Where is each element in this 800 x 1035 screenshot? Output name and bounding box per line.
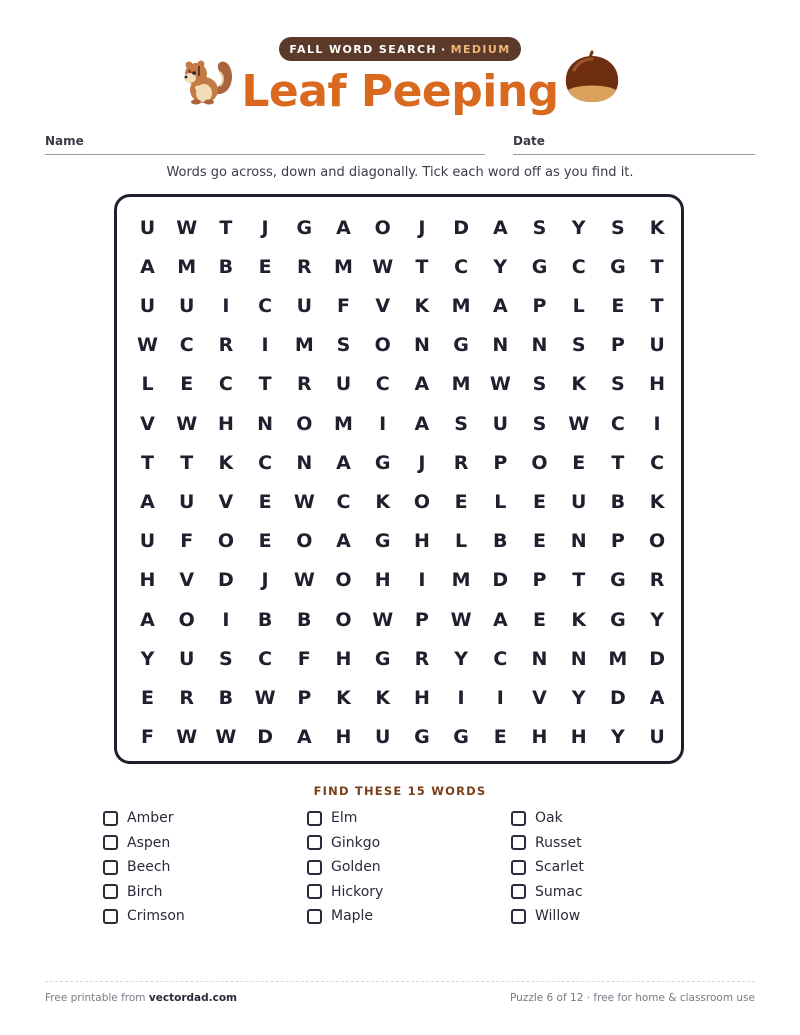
word-checkbox[interactable] (103, 860, 118, 875)
grid-letter[interactable]: A (492, 216, 508, 239)
word-checkbox[interactable] (511, 909, 526, 924)
grid-letter[interactable]: E (180, 373, 194, 396)
grid-letter[interactable]: D (492, 569, 509, 592)
word-label: Sumac (535, 883, 583, 900)
grid-letter[interactable]: I (457, 686, 465, 709)
grid-letter[interactable]: M (334, 255, 353, 278)
grid-letter[interactable]: M (451, 569, 471, 592)
word-label: Amber (127, 810, 174, 827)
grid-letter[interactable]: N (296, 451, 313, 474)
grid-letter[interactable]: O (335, 608, 352, 631)
grid-letter[interactable]: T (258, 373, 272, 396)
grid-letter[interactable]: B (493, 530, 508, 553)
grid-letter[interactable]: A (492, 294, 508, 317)
word-checkbox[interactable] (307, 860, 322, 875)
word-item[interactable] (103, 904, 283, 929)
grid-letter[interactable]: M (177, 255, 197, 278)
grid-letter[interactable]: W (568, 412, 590, 435)
word-label: Oak (535, 810, 563, 827)
word-checkbox[interactable] (103, 811, 118, 826)
grid-letter[interactable]: Y (650, 608, 664, 631)
word-column (307, 806, 487, 929)
word-label: Hickory (331, 883, 384, 900)
grid-letter[interactable]: T (415, 255, 429, 278)
grid-letter[interactable]: O (335, 569, 352, 592)
grid-letter[interactable]: O (296, 412, 313, 435)
grid-letter[interactable]: S (532, 373, 547, 396)
grid-letter[interactable]: Y (454, 647, 468, 670)
grid-letter[interactable]: W (176, 726, 198, 749)
grid-letter[interactable]: U (139, 216, 156, 239)
grid-letter[interactable]: H (649, 373, 666, 396)
grid-letter[interactable]: A (492, 608, 508, 631)
grid-letter[interactable]: V (532, 686, 547, 709)
grid-letter[interactable]: U (649, 334, 665, 357)
category-pill (279, 37, 521, 61)
word-list-title: FIND THESE 15 WORDS (313, 784, 487, 798)
grid-letter[interactable]: A (296, 726, 312, 749)
grid-letter[interactable]: A (414, 412, 430, 435)
footer-credit (45, 992, 237, 1004)
grid-letter[interactable]: V (140, 412, 155, 435)
grid-letter[interactable]: J (418, 451, 426, 474)
grid-letter[interactable]: U (178, 647, 195, 670)
grid-letter[interactable]: P (610, 530, 625, 553)
grid-letter[interactable]: T (180, 451, 194, 474)
grid-letter[interactable]: G (453, 726, 469, 749)
grid-letter[interactable]: M (451, 294, 471, 317)
grid-letter[interactable]: A (336, 530, 351, 553)
grid-letter[interactable]: G (453, 334, 469, 357)
grid-letter[interactable]: I (222, 608, 230, 631)
grid-letter[interactable]: A (414, 373, 430, 396)
grid-letter[interactable]: O (374, 334, 391, 357)
grid-letter[interactable]: G (374, 530, 391, 553)
grid-letter[interactable]: E (258, 490, 272, 513)
grid-letter[interactable]: C (493, 647, 508, 670)
grid-letter[interactable]: K (649, 216, 665, 239)
grid-letter[interactable]: S (571, 334, 586, 357)
grid-letter[interactable]: S (611, 373, 625, 396)
word-column (103, 806, 283, 929)
word-checkbox[interactable] (511, 860, 526, 875)
grid-letter[interactable]: K (571, 608, 587, 631)
grid-letter[interactable]: I (261, 334, 269, 357)
grid-letter[interactable]: L (455, 530, 468, 553)
grid-letter[interactable]: K (649, 490, 665, 513)
grid-letter[interactable]: Y (140, 647, 155, 670)
grid-letter[interactable]: K (218, 451, 234, 474)
word-label: Willow (535, 908, 581, 925)
grid-letter[interactable]: C (610, 412, 625, 435)
grid-letter[interactable]: K (336, 686, 351, 709)
grid-letter[interactable]: W (489, 373, 511, 396)
footer-puzzle-info: Puzzle 6 of 12 · free for home & classroom use (510, 992, 755, 1004)
grid-letter[interactable]: A (649, 686, 665, 709)
grid-letter[interactable]: R (296, 373, 312, 396)
grid-letter[interactable]: T (219, 216, 233, 239)
grid-letter[interactable]: T (650, 294, 664, 317)
header (0, 0, 800, 130)
grid-letter[interactable]: W (293, 490, 315, 513)
grid-letter[interactable]: V (218, 490, 234, 513)
grid-letter[interactable]: C (375, 373, 390, 396)
word-label: Russet (535, 834, 582, 851)
grid-letter[interactable]: N (492, 334, 509, 357)
word-item[interactable] (511, 806, 691, 831)
word-label: Scarlet (535, 859, 584, 876)
word-item[interactable] (307, 855, 487, 880)
grid-letter[interactable]: M (294, 334, 314, 357)
grid-letter[interactable]: Y (611, 726, 625, 749)
grid-letter[interactable]: C (258, 294, 273, 317)
grid-letter[interactable]: V (179, 569, 195, 592)
grid-letter[interactable]: U (335, 373, 352, 396)
grid-letter[interactable]: E (533, 490, 546, 513)
grid-letter[interactable]: E (258, 255, 272, 278)
grid-letter[interactable]: K (375, 686, 391, 709)
grid-letter[interactable]: M (334, 412, 353, 435)
grid-letter[interactable]: A (336, 451, 351, 474)
footer-credit-prefix: Free printable from (45, 992, 146, 1004)
grid-letter[interactable]: E (611, 294, 625, 317)
grid-letter[interactable]: U (649, 726, 665, 749)
letter-grid (114, 194, 684, 764)
grid-letter[interactable]: F (141, 726, 154, 749)
word-label: Crimson (127, 908, 185, 925)
word-list (103, 806, 703, 931)
word-label: Maple (331, 908, 374, 925)
grid-letter[interactable]: W (372, 608, 394, 631)
grid-letter[interactable]: H (374, 569, 391, 592)
grid-letter[interactable]: C (258, 647, 273, 670)
grid-letter[interactable]: J (418, 216, 426, 239)
grid-letter[interactable]: G (414, 726, 430, 749)
grid-letter[interactable]: S (532, 216, 547, 239)
grid-letter[interactable]: O (217, 530, 234, 553)
grid-letter[interactable]: Y (571, 216, 586, 239)
word-label: Beech (127, 859, 171, 876)
grid-letter[interactable]: F (180, 530, 194, 553)
grid-letter[interactable]: E (258, 530, 272, 553)
grid-letter[interactable]: H (217, 412, 234, 435)
grid-letter[interactable]: N (531, 647, 548, 670)
grid-letter[interactable]: J (261, 569, 269, 592)
grid-letter[interactable]: K (414, 294, 430, 317)
grid-letter[interactable]: G (610, 608, 626, 631)
grid-letter[interactable]: U (139, 530, 156, 553)
grid-letter[interactable]: Y (493, 255, 508, 278)
grid-letter[interactable]: N (257, 412, 274, 435)
grid-letter[interactable]: S (532, 412, 547, 435)
word-checkbox[interactable] (307, 884, 322, 899)
grid-letter[interactable]: E (572, 451, 586, 474)
grid-letter[interactable]: D (453, 216, 469, 239)
grid-letter[interactable]: D (610, 686, 626, 709)
grid-letter[interactable]: V (375, 294, 391, 317)
grid-letter[interactable]: E (533, 608, 546, 631)
grid-letter[interactable]: O (296, 530, 313, 553)
grid-letter[interactable]: T (141, 451, 154, 474)
grid-letter[interactable]: F (297, 647, 311, 670)
grid-letter[interactable]: W (137, 334, 158, 357)
grid-letter[interactable]: N (570, 647, 587, 670)
date-label: Date (513, 134, 545, 148)
grid-letter[interactable]: P (493, 451, 508, 474)
word-item[interactable] (511, 904, 691, 929)
footer-site-link[interactable]: vectordad.com (148, 992, 237, 1004)
grid-letter[interactable]: J (261, 216, 269, 239)
grid-letter[interactable]: T (572, 569, 586, 592)
grid-letter[interactable]: R (453, 451, 469, 474)
grid-letter[interactable]: P (414, 608, 429, 631)
grid-letter[interactable]: M (608, 647, 628, 670)
grid-letter[interactable]: G (374, 451, 391, 474)
instructions: Words go across, down and diagonally. Tick each word off as you find it. (166, 165, 634, 180)
grid-letter[interactable]: R (296, 255, 312, 278)
grid-letter[interactable]: I (379, 412, 387, 435)
grid-letter[interactable]: C (218, 373, 233, 396)
grid-letter[interactable]: W (215, 726, 237, 749)
word-item[interactable] (103, 831, 283, 856)
word-checkbox[interactable] (511, 884, 526, 899)
grid-letter[interactable]: O (178, 608, 195, 631)
grid-letter[interactable]: H (335, 647, 352, 670)
grid-letter[interactable]: C (258, 451, 273, 474)
grid-letter[interactable]: O (531, 451, 548, 474)
grid-letter[interactable]: C (571, 255, 586, 278)
footer-divider (45, 981, 755, 982)
word-item[interactable] (307, 806, 487, 831)
word-item[interactable] (511, 880, 691, 905)
grid-letter[interactable]: U (178, 490, 195, 513)
grid-letter[interactable]: U (178, 294, 195, 317)
grid-letter[interactable]: P (610, 334, 625, 357)
grid-letter[interactable]: N (413, 334, 430, 357)
grid-letter[interactable]: A (140, 608, 155, 631)
grid-letter[interactable]: B (610, 490, 626, 513)
grid-letter[interactable]: H (531, 726, 548, 749)
chestnut-icon (560, 50, 624, 106)
word-label: Ginkgo (331, 834, 381, 851)
grid-letter[interactable]: U (570, 490, 587, 513)
word-item[interactable] (511, 831, 691, 856)
grid-letter[interactable]: D (218, 569, 234, 592)
grid-letter[interactable]: H (139, 569, 156, 592)
grid-letter[interactable]: R (649, 569, 665, 592)
grid-letter[interactable]: C (336, 490, 351, 513)
grid-letter[interactable]: G (610, 255, 626, 278)
grid-letter[interactable]: T (611, 451, 625, 474)
grid-letter[interactable]: H (570, 726, 587, 749)
grid-letter[interactable]: P (297, 686, 312, 709)
grid-letter[interactable]: W (176, 412, 198, 435)
grid-letter[interactable]: P (532, 294, 547, 317)
word-checkbox[interactable] (511, 835, 526, 850)
grid-letter[interactable]: I (222, 294, 230, 317)
grid-letter[interactable]: E (493, 726, 507, 749)
grid-letter[interactable]: B (218, 686, 234, 709)
word-checkbox[interactable] (103, 884, 118, 899)
date-field[interactable] (513, 134, 755, 155)
word-item[interactable] (103, 880, 283, 905)
grid-letter[interactable]: U (492, 412, 509, 435)
grid-letter[interactable]: S (454, 412, 468, 435)
grid-letter[interactable]: L (572, 294, 585, 317)
grid-letter[interactable]: L (141, 373, 154, 396)
grid-letter[interactable]: D (257, 726, 273, 749)
word-checkbox[interactable] (307, 835, 322, 850)
pill-difficulty: MEDIUM (450, 42, 511, 56)
word-item[interactable] (511, 855, 691, 880)
grid-letter[interactable]: I (496, 686, 504, 709)
grid-letter[interactable]: W (450, 608, 472, 631)
grid-letter[interactable]: N (531, 334, 548, 357)
word-column (511, 806, 691, 929)
grid-letter[interactable]: W (372, 255, 394, 278)
word-label: Aspen (127, 834, 171, 851)
grid-letter[interactable]: U (296, 294, 313, 317)
grid-letter[interactable]: K (571, 373, 587, 396)
word-label: Golden (331, 859, 381, 876)
grid-letter[interactable]: N (570, 530, 587, 553)
grid-letter[interactable]: E (454, 490, 468, 513)
grid-letter[interactable]: E (533, 530, 546, 553)
word-checkbox[interactable] (307, 909, 322, 924)
grid-letter[interactable]: C (454, 255, 469, 278)
grid-letter[interactable]: B (218, 255, 234, 278)
word-checkbox[interactable] (307, 811, 322, 826)
grid-letter[interactable]: W (176, 216, 198, 239)
grid-letter[interactable]: A (140, 255, 155, 278)
grid-letter[interactable]: K (375, 490, 391, 513)
word-label: Birch (127, 883, 163, 900)
grid-letter[interactable]: H (335, 726, 352, 749)
grid-letter[interactable]: L (494, 490, 507, 513)
pill-separator: · (441, 42, 447, 56)
grid-letter[interactable]: I (418, 569, 426, 592)
grid-letter[interactable]: S (219, 647, 233, 670)
grid-letter[interactable]: G (531, 255, 548, 278)
word-checkbox[interactable] (103, 835, 118, 850)
grid-letter[interactable]: B (297, 608, 312, 631)
grid-letter[interactable]: O (374, 216, 391, 239)
name-field[interactable] (45, 134, 485, 155)
grid-letter[interactable]: R (179, 686, 194, 709)
word-item[interactable] (103, 806, 283, 831)
grid-letter[interactable]: I (653, 412, 661, 435)
word-checkbox[interactable] (511, 811, 526, 826)
grid-letter[interactable]: T (650, 255, 664, 278)
grid-letter[interactable]: U (374, 726, 391, 749)
grid-letter[interactable]: R (414, 647, 430, 670)
grid-letter[interactable]: G (296, 216, 313, 239)
grid-letter[interactable]: H (413, 530, 430, 553)
grid-letter[interactable]: D (649, 647, 665, 670)
grid-letter[interactable]: G (610, 569, 626, 592)
word-checkbox[interactable] (103, 909, 118, 924)
grid-letter[interactable]: S (611, 216, 625, 239)
grid-letter[interactable]: M (451, 373, 471, 396)
grid-letter[interactable]: C (650, 451, 665, 474)
grid-letter[interactable]: H (413, 686, 430, 709)
grid-letter[interactable]: R (218, 334, 234, 357)
grid-letter[interactable]: S (336, 334, 351, 357)
pill-category: FALL WORD SEARCH (289, 42, 438, 56)
grid-letter[interactable]: G (374, 647, 391, 670)
grid-letter[interactable]: E (141, 686, 154, 709)
name-label: Name (45, 134, 84, 148)
grid-letter[interactable]: A (140, 490, 155, 513)
word-item[interactable] (307, 880, 487, 905)
word-item[interactable] (103, 855, 283, 880)
grid-letter[interactable]: W (293, 569, 315, 592)
grid-letter[interactable]: F (337, 294, 350, 317)
grid-letter[interactable]: O (649, 530, 666, 553)
grid-letter[interactable]: P (532, 569, 547, 592)
grid-letter[interactable]: A (336, 216, 351, 239)
grid-letter[interactable]: C (179, 334, 194, 357)
grid-letter[interactable]: Y (571, 686, 586, 709)
grid-letter[interactable]: U (139, 294, 156, 317)
grid-letter[interactable]: O (413, 490, 430, 513)
word-item[interactable] (307, 904, 487, 929)
grid-letter[interactable]: B (257, 608, 273, 631)
page-title: Leaf Peeping (241, 66, 559, 117)
grid-letter[interactable]: W (254, 686, 276, 709)
word-item[interactable] (307, 831, 487, 856)
word-label: Elm (331, 810, 358, 827)
